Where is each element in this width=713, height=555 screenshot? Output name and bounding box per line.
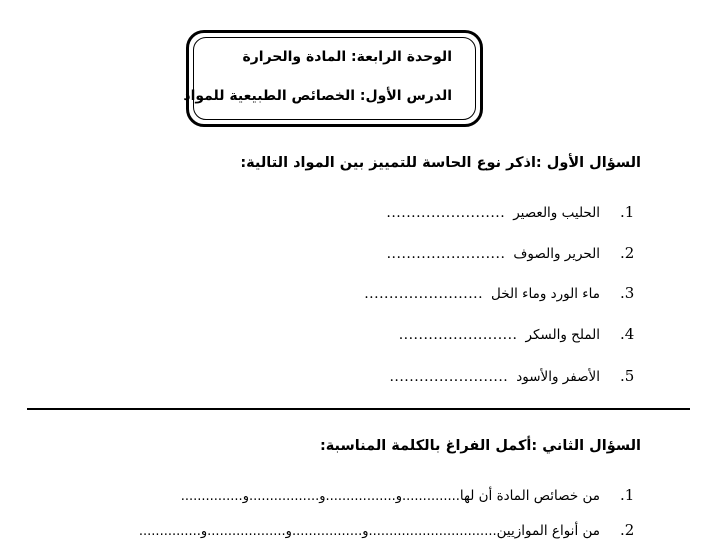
answer-blank[interactable]: ........................ [386,246,506,262]
item-number: .4 [620,325,635,343]
section-divider [27,408,690,410]
answer-blank[interactable]: ..............و.................و.................و............... [180,489,460,504]
item-number: .2 [620,521,635,539]
item-text: الحرير والصوف [513,246,600,262]
lesson-title: الدرس الأول: الخصائص الطبيعية للمواد [183,88,452,104]
item-text: ماء الورد وماء الخل [491,286,600,302]
question1-item [386,203,642,225]
item-number: .1 [620,203,635,221]
question2-title: السؤال الثاني :أكمل الفراغ بالكلمة المناسبة: [319,438,641,454]
question1-item [389,367,642,389]
answer-blank[interactable]: ........................ [389,369,509,385]
question2-item [139,521,642,543]
question1-item [399,325,642,347]
answer-blank[interactable]: ........................ [398,327,518,343]
item-number: .2 [620,244,635,262]
item-text: من خصائص المادة أن لها [459,488,600,504]
item-text: من أنواع الموازيين [496,523,600,539]
answer-blank[interactable]: ...............................و.................و...................و............... [138,524,497,539]
item-number: .3 [620,284,635,302]
unit-title: الوحدة الرابعة: المادة والحرارة [242,49,452,65]
question1-item [387,244,642,266]
question2-item [181,486,642,508]
item-text: الحليب والعصير [513,205,600,221]
item-text: الملح والسكر [525,327,600,343]
title-box [183,30,483,127]
item-text: الأصفر والأسود [516,369,600,385]
item-number: .1 [620,486,635,504]
item-number: .5 [620,367,635,385]
answer-blank[interactable]: ........................ [386,205,506,221]
question1-item [364,284,642,306]
answer-blank[interactable]: ........................ [364,286,484,302]
question1-title: السؤال الأول :اذكر نوع الحاسة للتمييز بين المواد التالية: [240,155,641,171]
